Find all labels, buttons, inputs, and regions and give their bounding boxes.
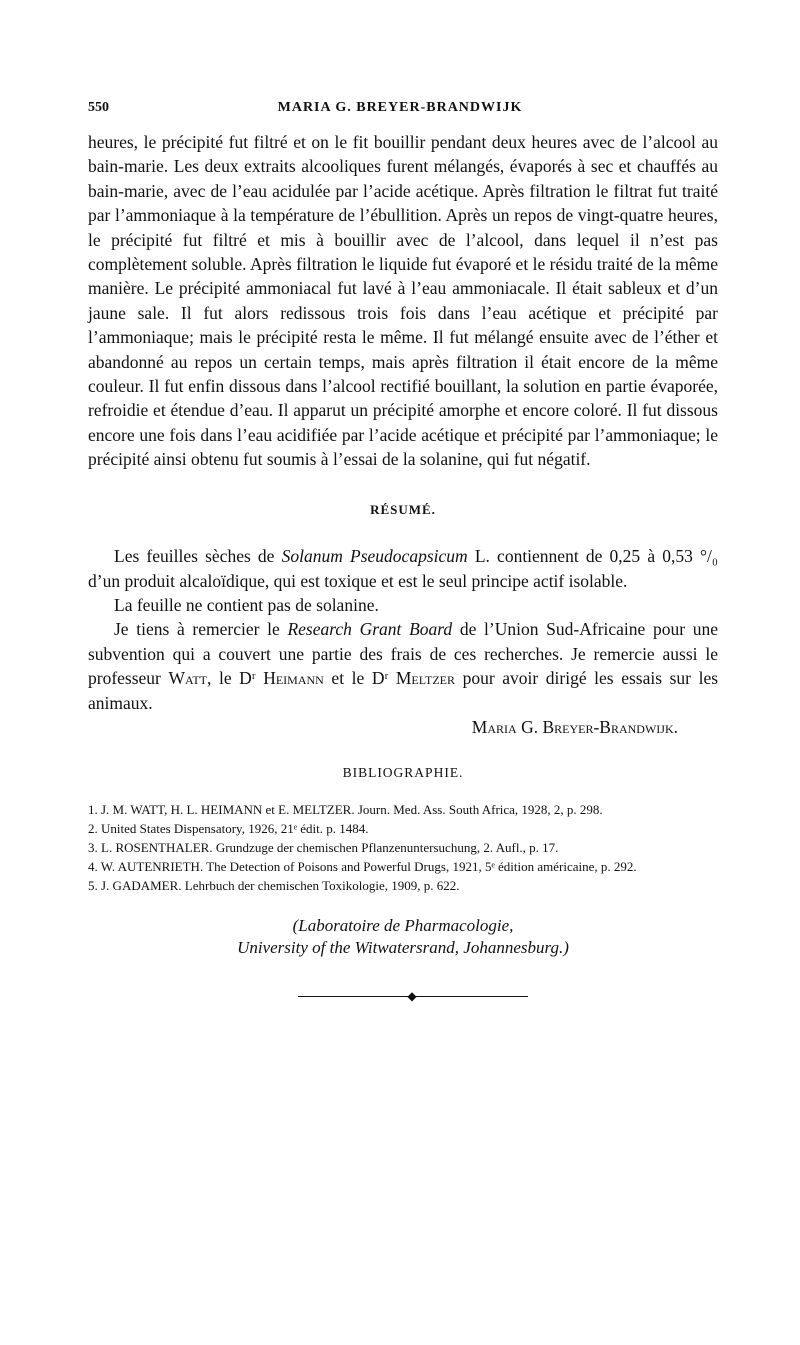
affiliation-line: University of the Witwatersrand, Johannesburg.): [237, 937, 569, 957]
ack-organisation: Research Grant Board: [287, 619, 453, 640]
bibliography-item: 1. J. M. WATT, H. L. HEIMANN et E. MELTZER. Journ. Med. Ass. South Africa, 1928, 2, p. 298.: [88, 801, 603, 817]
bibliography-list: [88, 800, 718, 895]
affiliation: [88, 915, 718, 959]
running-title: MARIA G. BREYER-BRANDWIJK: [277, 100, 523, 115]
bibliography-item: 5. J. GADAMER. Lehrbuch der chemischen Toxikologie, 1909, p. 622.: [88, 877, 460, 893]
resume-heading: RÉSUMÉ.: [370, 501, 436, 517]
main-text: [88, 130, 718, 1007]
body-paragraph: heures, le précipité fut filtré et on le fit bouillir pendant deux heures avec de l’alcool au bain-marie. Les deux extraits alcooliques furent mélangés, évaporés à sec et chauffés au bain-marie, avec de l’eau acidulée par l’acide acétique. Après filtration le filtrat fut traité par l’ammoniaque à la température de l’ébullition. Après un repos de vingt-quatre heures, le précipité fut filtré et mis à bouillir avec de l’alcool, dans lequel il n’est pas complètement soluble. Après filtration le liquide fut évaporé et le résidu traité de la même manière. Le précipité ammoniacal fut lavé à l’eau ammoniacale. Il était sableux et d’un jaune sale. Il fut alors redissous trois fois dans l’eau acétique et précipité par l’ammoniaque; mais le précipité resta le même. Il fut mélangé ensuite avec de l’éther et abandonné au repos un certain temps, mais après filtration il était encore de la même couleur. Il fut enfin dissous dans l’alcool rectifié bouillant, la solution en partie évaporée, refroidie et étendue d’eau. Il apparut un précipité amorphe et encore coloré. Il fut dissous encore une fois dans l’eau acidifiée par l’acide acétique et précipité par l’ammoniaque; le précipité ainsi obtenu fut soumis à l’essai de la solanine, qui fut négatif.: [88, 132, 718, 470]
end-ornament: [88, 987, 718, 1007]
page-number: 550: [88, 100, 109, 115]
bibliography-heading: BIBLIOGRAPHIE.: [342, 765, 464, 781]
ack-text: pour avoir dirigé les essais sur les animaux.: [88, 668, 719, 713]
resume-text: L. contiennent de 0,25 à 0,53 °/₀ d’un produit alcaloïdique, qui est toxique et est le seul principe actif isolable.: [88, 546, 718, 591]
ack-text: Je tiens à remercier le: [114, 619, 288, 640]
bibliography-item: 3. L. ROSENTHALER. Grundzuge der chemischen Pflanzenuntersuchung, 2. Aufl., p. 17.: [88, 839, 559, 855]
ack-text: , le Dʳ: [207, 668, 264, 689]
bibliography-item: 4. W. AUTENRIETH. The Detection of Poisons and Powerful Drugs, 1921, 5ᵉ édition américaine, p. 292.: [88, 858, 637, 874]
running-header: [88, 100, 712, 122]
resume-paragraph: La feuille ne contient pas de solanine.: [114, 594, 379, 615]
ack-text: de l’Union Sud-Africaine pour une subvention qui a couvert une partie des frais de ces recherches. Je remercie aussi le professeur: [88, 619, 719, 689]
author-signature: Maria G. Breyer-Brandwijk.: [471, 716, 678, 737]
ack-person: Heimann: [263, 668, 324, 689]
acknowledgement-paragraph: [88, 617, 718, 715]
resume-paragraph: [88, 544, 718, 593]
affiliation-line: (Laboratoire de Pharmacologie,: [292, 915, 514, 935]
diamond-icon: ◆: [407, 988, 417, 1003]
ack-person: Meltzer: [395, 668, 455, 689]
species-name: Solanum Pseudocapsicum: [281, 546, 468, 567]
bibliography-item: 2. United States Dispensatory, 1926, 21ᵉ édit. p. 1484.: [88, 820, 369, 836]
ack-person: Watt: [168, 668, 207, 689]
resume-text: Les feuilles sèches de: [114, 546, 282, 567]
ack-text: et le Dʳ: [323, 668, 396, 689]
